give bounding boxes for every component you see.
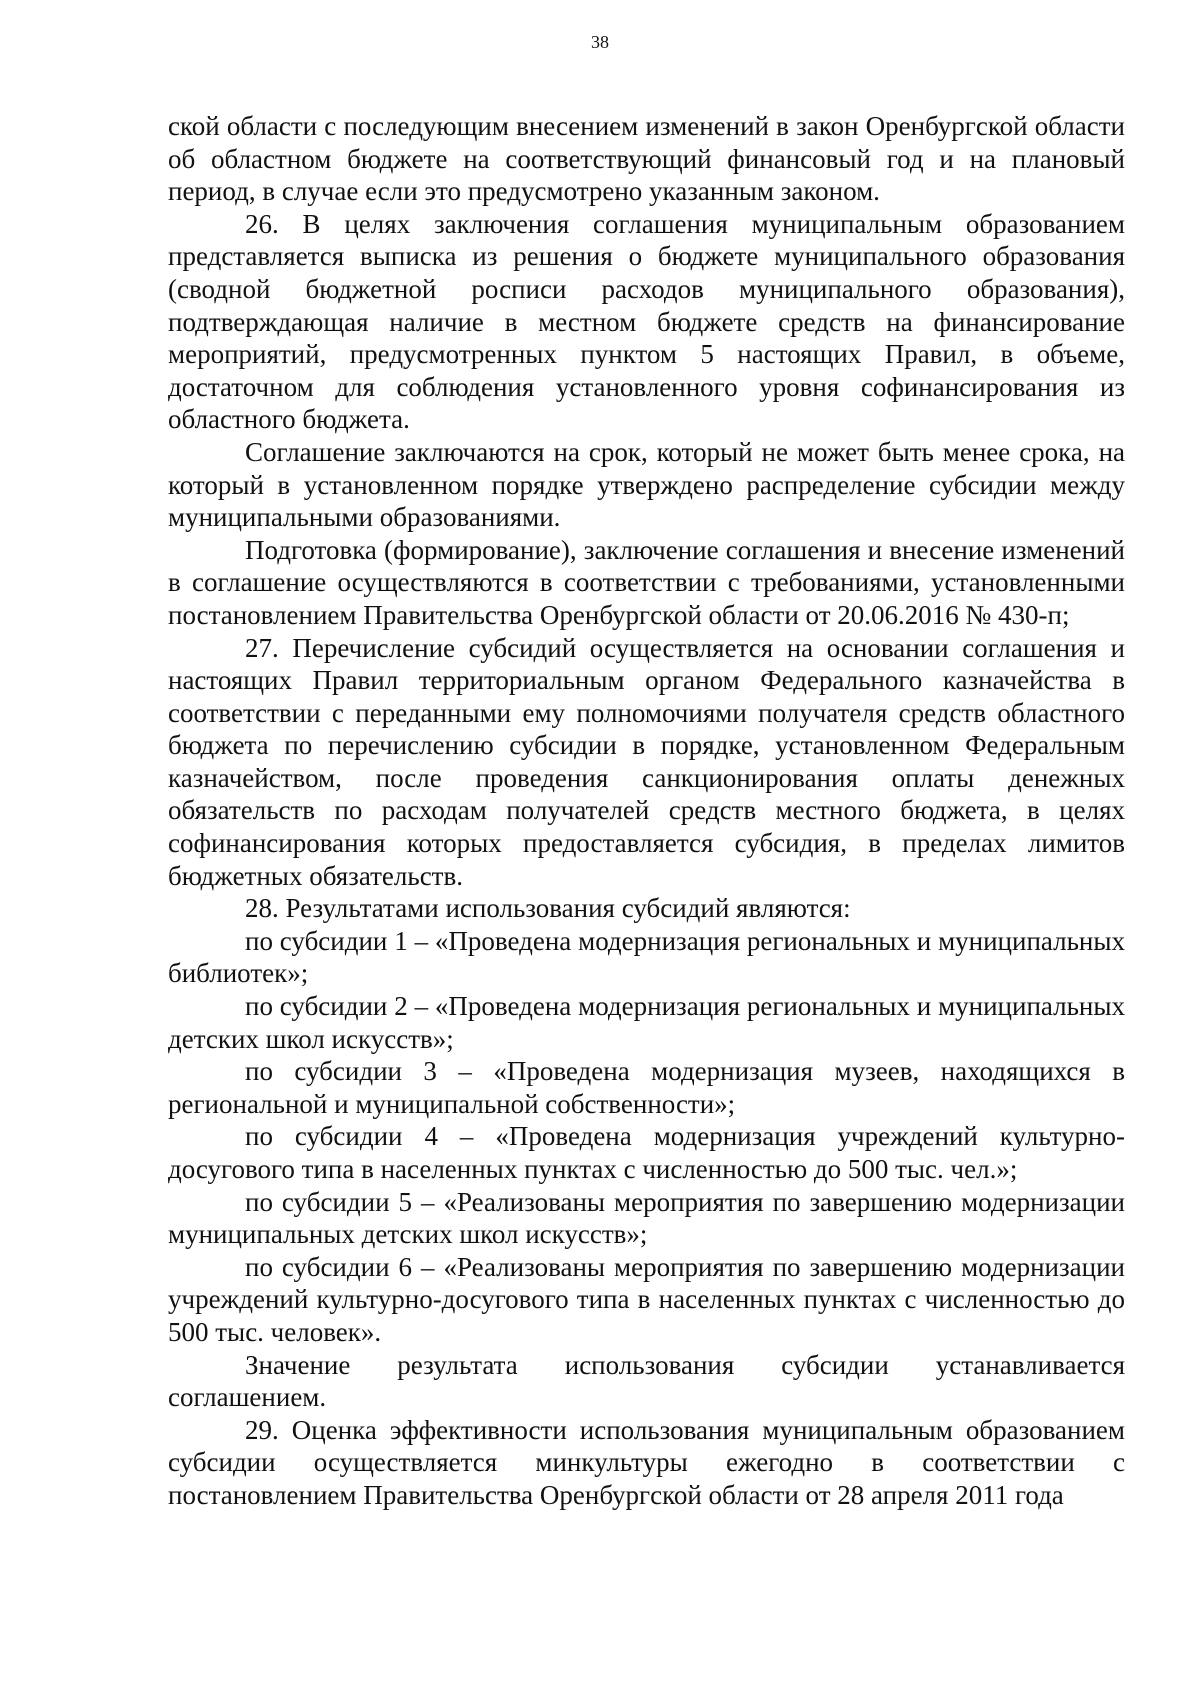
paragraph-item-28: 28. Результатами использования субсидий являются: xyxy=(245,893,851,924)
subsidy-result-2: по субсидии 2 – «Проведена модернизация региональных и муниципальных детских школ искусств»; xyxy=(168,991,1125,1054)
subsidy-result-5: по субсидии 5 – «Реализованы мероприятия по завершению модернизации муниципальных детских школ искусств»; xyxy=(168,1186,1125,1250)
page-number: 38 xyxy=(591,32,609,52)
subsidy-result-4: по субсидии 4 – «Проведена модернизация учреждений культурно-досугового типа в населенных пунктах с численностью до 500 тыс. чел.»; xyxy=(168,1121,1125,1184)
paragraph-result-value: Значение результата использования субсидии устанавливается соглашением. xyxy=(168,1349,1125,1413)
paragraph-agreement-preparation: Подготовка (формирование), заключение соглашения и внесение изменений в соглашение осуществляются в соответствии с требованиями, установленными постановлением Правительства Оренбургской области от 20.06.2016 № 430-п; xyxy=(168,534,1125,630)
paragraph-item-26: 26. В целях заключения соглашения муниципальным образованием представляется выписка из решения о бюджете муниципального образования (сводной бюджетной росписи расходов муниципального образования), подтверждающая наличие в местном бюджете средств на финансирование мероприятий, предусмотренных пунктом 5 настоящих Правил, в объеме, достаточном для соблюдения установленного уровня софинансирования из областного бюджета. xyxy=(168,208,1125,435)
paragraph-agreement-term: Соглашение заключаются на срок, который не может быть менее срока, на который в установленном порядке утверждено распределение субсидии между муниципальными образованиями. xyxy=(168,436,1125,533)
subsidy-result-1: по субсидии 1 – «Проведена модернизация региональных и муниципальных библиотек»; xyxy=(168,925,1125,989)
subsidy-result-6: по субсидии 6 – «Реализованы мероприятия по завершению модернизации учреждений культурно-досугового типа в населенных пунктах с численностью до 500 тыс. человек». xyxy=(168,1251,1125,1347)
paragraph-item-29: 29. Оценка эффективности использования муниципальным образованием субсидии осуществляется минкультуры ежегодно в соответствии с постановлением Правительства Оренбургской области от 28 апреля 2011 года xyxy=(168,1414,1125,1510)
document-body xyxy=(168,110,1125,1512)
paragraph-continuation: ской области с последующим внесением изменений в закон Оренбургской области об областном бюджете на соответствующий финансовый год и на плановый период, в случае если это предусмотрено указанным законом. xyxy=(168,111,1125,207)
subsidy-result-3: по субсидии 3 – «Проведена модернизация музеев, находящихся в региональной и муниципальной собственности»; xyxy=(168,1056,1125,1119)
paragraph-item-27: 27. Перечисление субсидий осуществляется на основании соглашения и настоящих Правил территориальным органом Федерального казначейства в соответствии с переданными ему полномочиями получателя средств областного бюджета по перечислению субсидии в порядке, установленном Федеральным казначейством, после проведения санкционирования оплаты денежных обязательств по расходам получателей средств местного бюджета, в целях софинансирования которых предоставляется субсидия, в пределах лимитов бюджетных обязательств. xyxy=(168,632,1125,891)
